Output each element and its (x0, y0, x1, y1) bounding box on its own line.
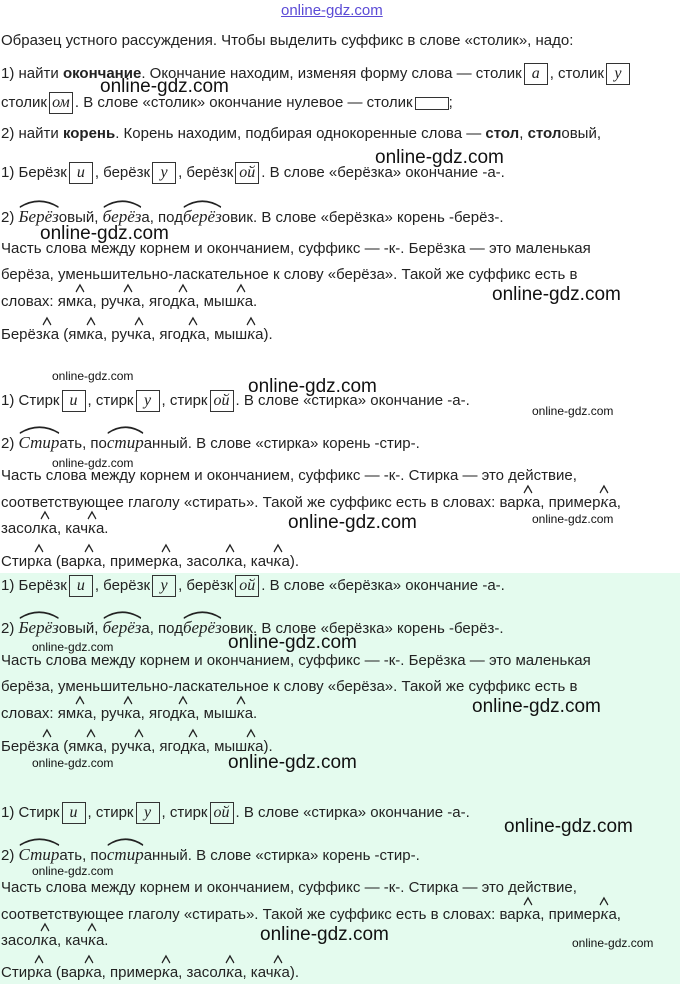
suffix-mark: к (226, 551, 234, 571)
g2-summary: Стир ка (вар ка, пример ка, засол ка, кач ка). (0, 962, 680, 983)
suffix-hat-icon (600, 486, 608, 493)
root-arc-icon (19, 425, 60, 434)
suffix-hat-icon (124, 285, 132, 292)
step2-tail: овый, (561, 125, 602, 142)
suffix-mark: к (189, 736, 197, 756)
watermark: online-gdz.com (32, 864, 114, 878)
suffix-mark: к (41, 518, 49, 538)
watermark: online-gdz.com (52, 369, 134, 383)
step1-prefix: 1) найти (1, 64, 63, 82)
suffix-hat-icon (85, 956, 93, 963)
watermark: online-gdz.com (52, 456, 134, 470)
watermark: online-gdz.com (32, 756, 114, 770)
semicolon: ; (448, 93, 453, 111)
b1-suffix-line3: словах: ям ка, руч ка, ягод ка, мыш ка. (0, 291, 680, 312)
b1-box1: и (69, 162, 93, 184)
b1-box2: у (152, 162, 176, 184)
watermark-top[interactable]: online-gdz.com (281, 2, 383, 19)
suffix-mark: к (179, 703, 187, 723)
watermark: online-gdz.com (532, 404, 614, 418)
g2-suffix-line3: засол ка, кач ка. (0, 930, 680, 951)
b2-suffix-line3: засол ка, кач ка. (0, 518, 680, 539)
b1-suffix-line2: берёза, уменьшительно-ласкательное к слову «берёза». Такой же суффикс есть в (1, 266, 578, 283)
b1-word1: Берёзк (18, 163, 67, 181)
suffix-mark: к (600, 492, 608, 512)
root-arc-icon (103, 199, 142, 208)
suffix-hat-icon (237, 285, 245, 292)
b1-word2: , берёзк (94, 163, 151, 181)
b2-box2: у (136, 390, 160, 412)
suffix-hat-icon (41, 924, 49, 931)
suffix-mark: к (162, 551, 170, 571)
suffix-mark: к (247, 324, 255, 344)
b1-summary: Берёз ка (ям ка, руч ка, ягод ка, мыш ка). (0, 324, 680, 345)
stol-word-2: стол (527, 125, 562, 142)
b1-ending-tail: . В слове «берёзка» окончание -а-. (261, 163, 505, 181)
g2-root1: Стир (19, 845, 60, 865)
b1-root3-tail: овик. В слове «берёзка» корень -берёз-. (221, 209, 504, 226)
b1-word3: , берёзк (178, 163, 234, 181)
suffix-hat-icon (524, 486, 532, 493)
suffix-hat-icon (237, 697, 245, 704)
b1-root1-tail: овый, (58, 209, 103, 226)
step2-prefix: 2) найти (1, 125, 63, 142)
watermark: online-gdz.com (472, 696, 601, 717)
suffix-mark: к (524, 904, 532, 924)
g1-box1: и (69, 575, 93, 597)
suffix-hat-icon (87, 318, 95, 325)
comma: , (519, 125, 528, 142)
suffix-hat-icon (85, 545, 93, 552)
watermark: online-gdz.com (40, 223, 169, 244)
empty-ending-box (415, 97, 449, 110)
ending-box-u: у (606, 63, 630, 85)
suffix-mark: к (600, 904, 608, 924)
b1-root2-tail: а, под (141, 209, 183, 226)
suffix-mark: к (88, 518, 96, 538)
suffix-mark: к (179, 291, 187, 311)
suffix-mark: к (189, 324, 197, 344)
g1-ending-line: 1) Берёзк и , берёзк у , берёзк ой . В слове «берёзка» окончание -а-. (0, 575, 680, 597)
suffix-mark: к (226, 962, 234, 982)
suffix-hat-icon (247, 730, 255, 737)
stolik-word: столик (1, 93, 47, 111)
suffix-mark: к (35, 551, 43, 571)
b2-summary: Стир ка (вар ка, пример ка, засол ка, кач ка). (0, 551, 680, 572)
suffix-mark: к (41, 930, 49, 950)
root-arc-icon (107, 425, 144, 434)
watermark: online-gdz.com (260, 924, 389, 945)
watermark: online-gdz.com (504, 816, 633, 837)
suffix-mark: к (237, 703, 245, 723)
g2-box1: и (62, 802, 86, 824)
b1-root1: Берёз (19, 207, 59, 227)
suffix-hat-icon (87, 730, 95, 737)
watermark: online-gdz.com (228, 632, 357, 653)
comma-stolik: , столик (549, 64, 604, 82)
watermark: online-gdz.com (375, 147, 504, 168)
suffix-mark: к (87, 736, 95, 756)
intro-line: Образец устного рассуждения. Чтобы выделить суффикс в слове «столик», надо: (1, 32, 574, 49)
suffix-hat-icon (162, 956, 170, 963)
step1-end: . В слове «столик» окончание нулевое — столик (74, 93, 413, 111)
suffix-hat-icon (88, 512, 96, 519)
step2-keyword: корень (62, 125, 116, 142)
suffix-mark: к (237, 291, 245, 311)
b1-num: 1) (1, 163, 19, 181)
root-arc-icon (183, 610, 222, 619)
suffix-mark: к (247, 736, 255, 756)
watermark: online-gdz.com (572, 936, 654, 950)
suffix-hat-icon (274, 545, 282, 552)
root-arc-icon (103, 610, 142, 619)
watermark: online-gdz.com (248, 376, 377, 397)
g1-root1: Берёз (19, 618, 59, 638)
suffix-hat-icon (226, 956, 234, 963)
suffix-hat-icon (600, 898, 608, 905)
suffix-hat-icon (189, 730, 197, 737)
suffix-hat-icon (41, 512, 49, 519)
suffix-hat-icon (43, 318, 51, 325)
suffix-mark: к (76, 291, 84, 311)
watermark: online-gdz.com (228, 752, 357, 773)
suffix-mark: к (88, 930, 96, 950)
b2-root1: Стир (19, 433, 60, 453)
block1-ending-line (0, 162, 680, 184)
b1-root-prefix: 2) (1, 209, 19, 226)
suffix-mark: к (85, 962, 93, 982)
root-arc-icon (19, 199, 59, 208)
watermark: online-gdz.com (532, 512, 614, 526)
watermark: online-gdz.com (100, 76, 229, 97)
suffix-hat-icon (189, 318, 197, 325)
g2-ending-line: 1) Стирк и , стирк у , стирк ой . В слове «стирка» окончание -а-. (0, 802, 680, 824)
suffix-hat-icon (247, 318, 255, 325)
step2-line (0, 124, 680, 144)
suffix-hat-icon (179, 697, 187, 704)
block2-root-line: 2) Стирать, по стиранный. В слове «стирка» корень -стир-. (0, 433, 680, 454)
suffix-mark: к (524, 492, 532, 512)
watermark: online-gdz.com (288, 512, 417, 533)
root-arc-icon (19, 837, 60, 846)
suffix-mark: к (124, 703, 132, 723)
g1-root-line: 2) Берёзовый, берёза, под берёзовик. В слове «берёзка» корень -берёз-. (0, 618, 680, 639)
g2-suffix-line1: Часть слова между корнем и окончанием, суффикс — -к-. Стирка — это действие, (1, 879, 577, 896)
suffix-hat-icon (124, 697, 132, 704)
suffix-mark: к (43, 736, 51, 756)
suffix-hat-icon (88, 924, 96, 931)
suffix-mark: к (43, 324, 51, 344)
g1-root3: берёз (183, 618, 222, 638)
suffix-hat-icon (76, 697, 84, 704)
step1-text: . Окончание находим, изменяя форму слова — столик (141, 64, 522, 82)
suffix-hat-icon (274, 956, 282, 963)
b1-box3: ой (235, 162, 259, 184)
suffix-mark: к (135, 736, 143, 756)
root-arc-icon (19, 610, 59, 619)
suffix-hat-icon (162, 545, 170, 552)
b2-suffix-line1: Часть слова между корнем и окончанием, суффикс — -к-. Стирка — это действие, (1, 467, 577, 484)
block2-ending-line: 1) Стирк и , стирк у , стирк ой . В слове «стирка» окончание -а-. (0, 390, 680, 412)
b2-box3: ой (210, 390, 234, 412)
b2-box1: и (62, 390, 86, 412)
suffix-mark: к (274, 551, 282, 571)
suffix-mark: к (76, 703, 84, 723)
suffix-hat-icon (524, 898, 532, 905)
g2-suffix-line2: соответствующее глаголу «стирать». Такой же суффикс есть в словах: вар ка, пример ка, (0, 904, 680, 925)
root-arc-icon (183, 199, 222, 208)
g1-suffix-line2: берёза, уменьшительно-ласкательное к слову «берёза». Такой же суффикс есть в (1, 678, 578, 695)
watermark: online-gdz.com (492, 284, 621, 305)
watermark: online-gdz.com (32, 640, 114, 654)
g2-box3: ой (210, 802, 234, 824)
g1-root2: берёз (103, 618, 142, 638)
stol-word: стол (485, 125, 520, 142)
g2-root-line: 2) Стирать, по стиранный. В слове «стирка» корень -стир-. (0, 845, 680, 866)
step2-text: . Корень находим, подбирая однокоренные слова — (115, 125, 486, 142)
suffix-hat-icon (35, 956, 43, 963)
b2-suffix-line2: соответствующее глаголу «стирать». Такой же суффикс есть в словах: вар ка, пример ка, (0, 492, 680, 513)
suffix-mark: к (162, 962, 170, 982)
g1-suffix-line1: Часть слова между корнем и окончанием, суффикс — -к-. Берёзка — это маленькая (1, 652, 591, 669)
g1-suffix-line3: словах: ям ка, руч ка, ягод ка, мыш ка. (0, 703, 680, 724)
g2-box2: у (136, 802, 160, 824)
root-arc-icon (107, 837, 144, 846)
suffix-hat-icon (135, 318, 143, 325)
suffix-hat-icon (179, 285, 187, 292)
g1-box3: ой (235, 575, 259, 597)
suffix-hat-icon (226, 545, 234, 552)
suffix-mark: к (85, 551, 93, 571)
g1-box2: у (152, 575, 176, 597)
suffix-mark: к (87, 324, 95, 344)
step1-keyword: окончание (62, 64, 142, 82)
b1-suffix-line1: Часть слова между корнем и окончанием, суффикс — -к-. Берёзка — это маленькая (1, 240, 591, 257)
suffix-mark: к (35, 962, 43, 982)
suffix-mark: к (135, 324, 143, 344)
b1-root2: берёз (103, 207, 142, 227)
g1-summary: Берёз ка (ям ка, руч ка, ягод ка, мыш ка). (0, 736, 680, 757)
suffix-hat-icon (76, 285, 84, 292)
b1-root3: берёз (183, 207, 222, 227)
ending-box-a: а (524, 63, 548, 85)
suffix-hat-icon (135, 730, 143, 737)
suffix-mark: к (274, 962, 282, 982)
suffix-hat-icon (35, 545, 43, 552)
g2-root2: стир (107, 845, 144, 865)
suffix-hat-icon (43, 730, 51, 737)
suffix-mark: к (124, 291, 132, 311)
b2-root2: стир (107, 433, 144, 453)
ending-box-om: ом (49, 92, 73, 114)
